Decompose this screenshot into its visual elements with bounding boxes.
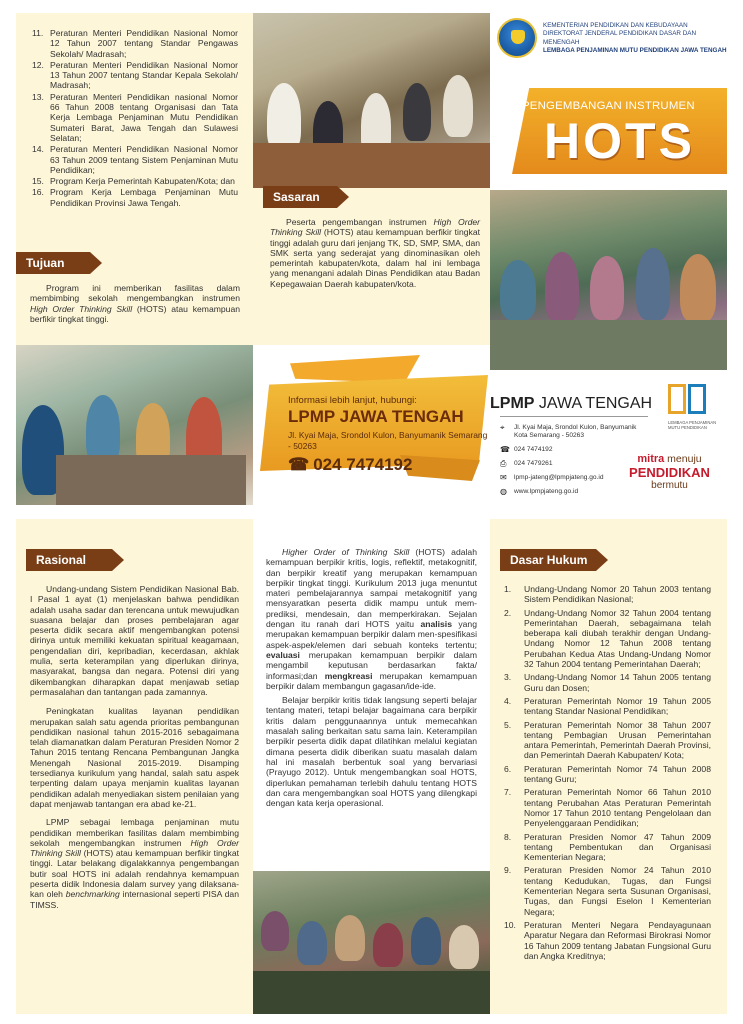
- dasar-hukum-list: [490, 584, 727, 964]
- list-item: 3. Undang-Undang Nomor 14 Tahun 2005 tentang Guru dan Dosen;: [504, 672, 711, 693]
- rasional-paragraph-1: Undang-undang Sistem Pendidikan Nasional Bab. I Pasal 1 ayat (1) menjelaskan bahwa pendidikan adalah usaha sadar dan terencana untuk mewujudkan suasana belajar dan proses pembelajaran agar peserta didik secara aktif mengembangkan potensi dirinya untuk memiliki kekuatan spiritual keagamaan, pengendalian diri, kepribadian, kecerdasan, akhlak mulia, serta keterampilan yang diperlukan dirinya, masyarakat, bangsa dan negara. Potensi diri yang dikembangkan diharapkan dapat menjawab setiap permasalahan dan tantangan pada zamannya.: [30, 584, 239, 697]
- workshop-photo-3: [16, 345, 253, 505]
- list-item: 9. Peraturan Presiden Nomor 24 Tahun 2010 tentang Kedudukan, Tugas, dan Fungsi Kementerian Negara serta Susunan Organisasi, Tugas, dan Fungsi Eselon I Kementerian Negara;: [504, 865, 711, 917]
- fax-icon: ⎙: [500, 459, 507, 468]
- info-phone: ☎ 024 7474192: [288, 455, 413, 474]
- list-item: 15. Program Kerja Pemerintah Kabupaten/Kota; dan: [32, 176, 235, 187]
- workshop-photo-4: [253, 871, 490, 1014]
- lpmp-logo-caption: LEMBAGA PENJAMINAN MUTU PENDIDIKAN: [668, 420, 717, 430]
- contact-fax: ⎙ 024 7479261: [500, 459, 553, 468]
- list-item: 8. Peraturan Presiden Nomor 47 Tahun 2009 tentang Pembentukan dan Organisasi Kementerian Negara;: [504, 831, 711, 863]
- contact-phone: ☎ 024 7474192: [500, 445, 553, 454]
- info-name: LPMP JAWA TENGAH: [288, 407, 464, 426]
- list-item: 13. Peraturan Menteri Pendidikan nasional Nomor 66 Tahun 2008 tentang Organisasi dan Tata Kerja Lembaga Penjaminan Mutu Pendidikan Sumateri Barat, Jawa Tengah dan Sulawesi Selatan;: [32, 91, 238, 143]
- rasional-paragraph-3: LPMP sebagai lembaga penjaminan mutu pendidikan memberikan fasilitas dalam membimbing sekolah mengembangkan instrumen High Order Thinking Skill (HOTS) atau kemampuan berfikir tingkat tinggi. Latar belakang digalakkannya pengembangan butir soal HOTS ini adalah rendahnya kemampuan peserta didik Indonesia dalam survey yang dilaksana-kan oleh benchmarking internasional seperti PISA dan TIMSS.: [30, 817, 239, 910]
- org-lines: [543, 22, 727, 55]
- org-line-3: LEMBAGA PENJAMINAN MUTU PENDIDIKAN JAWA TENGAH: [543, 46, 727, 54]
- ministry-header: [497, 18, 727, 68]
- phone-icon: ☎: [500, 445, 510, 454]
- email-icon: ✉: [500, 473, 507, 482]
- tujuan-heading: Tujuan: [16, 252, 90, 274]
- regulations-list: [16, 28, 252, 209]
- hots-paragraph-1: Higher Order of Thinking Skill (HOTS) adalah kemampuan berpikir kritis, logis, reflektif, metakognitif, dan berpikir kreatif yang merupakan kemampuan berpikir tingkat tinggi. Kurikulum 2013 juga menuntut materi pembelajarannya sampai metakognitif yang mensyaratkan peserta didik mampu untuk mem-prediksi, mendesain, dan memperkirakan. Sejalan dengan itu ranah dari HOTS yaitu analisis yang merupakan kemampuan berpikir dalam men-spesifikasi aspek-aspek/elemen dari sebuah konteks tertentu; evaluasi merupakan kemampuan berpikir dalam mengambil keputusan berdasarkan fakta/ informasi;dan mengkreasi merupakan kemampuan berpikir dalam membangun gagasan/ide-ide.: [266, 547, 477, 691]
- list-item: 4. Peraturan Pemerintah Nomor 19 Tahun 2005 tentang Standar Nasional Pendidikan;: [504, 695, 711, 717]
- list-item: 14. Peraturan Menteri Pendidikan Nasional Nomor 63 Tahun 2009 tentang Sistem Penjaminan Mutu Pendidikan;: [32, 144, 238, 175]
- info-lead: Informasi lebih lanjut, hubungi:: [288, 395, 417, 406]
- mitra-tagline: mitra menuju PENDIDIKAN bermutu: [629, 453, 710, 491]
- list-item: 16. Program Kerja Lembaga Penjaminan Mutu Pendidikan Provinsi Jawa Tengah.: [32, 187, 238, 208]
- org-line-1: KEMENTERIAN PENDIDIKAN DAN KEBUDAYAAN: [543, 22, 688, 29]
- hots-text: [266, 547, 477, 812]
- dasar-hukum-heading: Dasar Hukum: [500, 549, 596, 571]
- contact-email[interactable]: ✉ lpmp-jateng@lpmpjateng.go.id: [500, 473, 604, 482]
- ministry-logo-icon: [497, 18, 537, 58]
- hots-paragraph-2: Belajar berpikir kritis tidak langsung seperti belajar tentang materi, tetapi belajar bagaimana cara berpikir kritis dalam penggunaannya untuk memecahkan masalah saling berkaitan satu sama lain. Keterampilan berpikir peserta didik dapat dilatihkan melalui kegiatan dimana peserta didik diberikan suatu masalah dalam hal ini masalah berbentuk soal yang bervariasi (Prayugo 2012). Untuk mengembangkan soal HOTS, diperlukan pemahaman terlebih dahulu tentang HOTS dan cara mengembangkan soal HOTS yang dilengkapi dengan kata kerja operasional.: [266, 695, 477, 809]
- workshop-photo-2: [490, 190, 727, 370]
- contact-address: ⌖ Jl. Kyai Maja, Srondol Kulon, Banyumanik Kota Semarang - 50263: [500, 423, 637, 439]
- rasional-paragraph-2: Peningkatan kualitas layanan pendidikan merupakan salah satu agenda prioritas pembangunan pendidikan nasional tahun 2015-2016 sebagaimana telah diamanatkan dalam Peraturan Presiden Nomor 2 Tahun 2015 tentang Rencana Pembangunan Jangka Menengah Nasional 2015-2019. Disamping tersedianya kurikulum yang handal, salah satu aspek terpenting dalam upaya menjamin kualitas layanan pendidikan adalah menyediakan sistem penilaian yang dapat menjawab tantangan era abad ke-21.: [30, 706, 239, 809]
- phone-icon: ☎: [288, 455, 310, 474]
- list-item: 7. Peraturan Pemerintah Nomor 66 Tahun 2010 tentang Perubahan Atas Peraturan Pemerintah Nomor 17 Tahun 2010 tentang Pengelolaan dan Penyelenggaraan Pendidikan;: [504, 787, 711, 829]
- sasaran-heading: Sasaran: [263, 186, 337, 208]
- title-subtitle: PENGEMBANGAN INSTRUMEN: [522, 100, 695, 112]
- info-contact: [288, 395, 488, 475]
- globe-icon: ◍: [500, 487, 507, 496]
- list-item: 6. Peraturan Pemerintah Nomor 74 Tahun 2008 tentang Guru;: [504, 763, 711, 785]
- sasaran-text: Peserta pengembangan instrumen High Order Thinking Skill (HOTS) atau kemampuan berfikir tingkat tinggi adalah guru dari jenjang TK, SD, SMP, SMA, dan SMK serta yang sederajat yang dinominasikan oleh pemerintah kabupaten/kota, dalam hal ini lembaga yang menangani adalah Dinas Pendidikan atau Badan Kepegawaian Daerah kabupaten/kota.: [270, 217, 481, 289]
- info-address: Jl. Kyai Maja, Srondol Kulon, Banyumanik Semarang - 50263: [288, 430, 488, 451]
- banner-ribbon-top: [290, 355, 420, 383]
- contact-web[interactable]: ◍ www.lpmpjateng.go.id: [500, 487, 579, 496]
- workshop-photo-1: [253, 13, 490, 188]
- title-banner: [512, 88, 727, 174]
- divider: [500, 416, 648, 417]
- lpmp-name: LPMP JAWA TENGAH: [490, 395, 653, 412]
- list-item: 1. Undang-Undang Nomor 20 Tahun 2003 tentang Sistem Pendidikan Nasional;: [504, 584, 711, 605]
- list-item: 10. Peraturan Menteri Negara Pendayagunaan Aparatur Negara dan Reformasi Birokrasi Nomor 16 Tahun 2009 tentang Jabatan Fungsional Guru dan Angka Kreditnya;: [504, 919, 711, 961]
- tujuan-text: Program ini memberikan fasilitas dalam membimbing sekolah mengembangkan instrumen High Order Thinking Skill (HOTS) atau kemampuan berfikir tingkat tinggi.: [30, 283, 241, 324]
- location-pin-icon: ⌖: [500, 423, 505, 432]
- org-line-2: DIREKTORAT JENDERAL PENDIDIKAN DASAR DAN MENENGAH: [543, 30, 697, 46]
- list-item: 11. Peraturan Menteri Pendidikan Nasional Nomor 12 Tahun 2007 tentang Standar Pengawas Sekolah/ Madrasah;: [32, 28, 238, 59]
- list-item: 2. Undang-Undang Nomor 32 Tahun 2004 tentang Pemerintahan Daerah, sebagaimana telah beberapa kali diubah terakhir dengan Undang-Undang Nomor 12 Tahun 2008 tentang Perubahan Kedua Atas Undang-Undang Nomor 32 Tahun 2004 tentang Pemerintahan Daerah;: [504, 607, 711, 670]
- rasional-text: [30, 584, 239, 918]
- title-main: HOTS: [544, 113, 695, 169]
- list-item: 12. Peraturan Menteri Pendidikan Nasional Nomor 13 Tahun 2007 tentang Standar Kepala Sekolah/ Madrasah;: [32, 59, 238, 91]
- rasional-heading: Rasional: [26, 549, 112, 571]
- list-item: 5. Peraturan Pemerintah Nomor 38 Tahun 2007 tentang Pembagian Urusan Pemerintahan antara Pemerintah, Pemerintah Daerah Provinsi, dan Pemerintah Daerah Kabupaten/ Kota;: [504, 719, 711, 761]
